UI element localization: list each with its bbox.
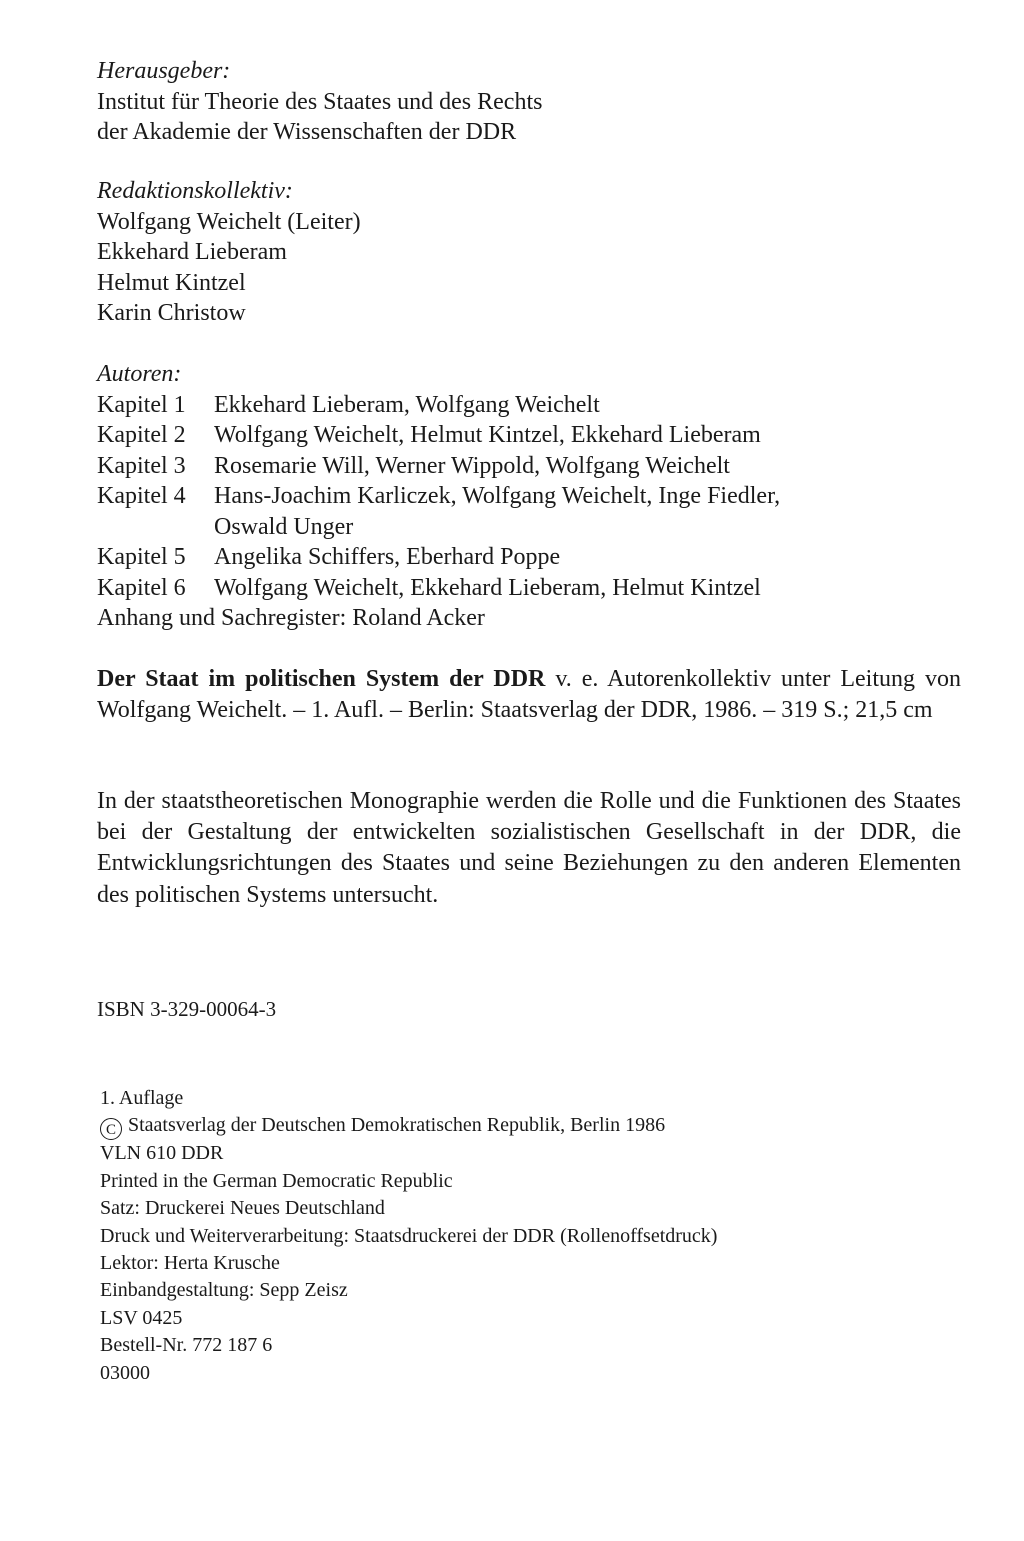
chapter-row [97,451,780,482]
chapter-authors: Angelika Schiffers, Eberhard Poppe [214,544,561,570]
isbn: ISBN 3-329-00064-3 [97,997,277,1021]
chapter-authors: Rosemarie Will, Werner Wippold, Wolfgang Weichelt [214,452,730,479]
chapter-authors: Ekkehard Lieberam, Wolfgang Weichelt [214,391,600,418]
edition: 1. Auflage [100,1087,184,1109]
editorial-member: Ekkehard Lieberam [97,239,287,265]
copyright-text: Staatsverlag der Deutschen Demokratischen Republik, Berlin 1986 [128,1114,666,1137]
imprint-line: 03000 [100,1361,150,1384]
editorial-heading: Redaktionskollektiv: [97,178,293,204]
publisher-section [97,56,542,148]
chapter-row [97,542,780,573]
appendix-credit: Anhang und Sachregister: Roland Acker [97,605,485,631]
chapter-label: Kapitel 1 [97,391,186,418]
chapter-label: Kapitel 6 [97,574,186,601]
imprint-line: Druck und Weiterverarbeitung: Staatsdruckerei der DDR (Rollenoffsetdruck) [100,1224,718,1247]
publisher-heading: Herausgeber: [97,58,231,84]
editorial-member: Karin Christow [97,300,246,326]
chapter-authors-continuation: Oswald Unger [214,513,354,540]
chapter-label: Kapitel 3 [97,452,186,479]
publisher-line: der Akademie der Wissenschaften der DDR [97,119,517,145]
chapter-authors: Wolfgang Weichelt, Ekkehard Lieberam, Helmut Kintzel [214,574,761,601]
publisher-line: Institut für Theorie des Staates und des Rechts [97,88,543,115]
imprint-line: Lektor: Herta Krusche [100,1252,280,1275]
chapter-label: Kapitel 5 [97,544,186,570]
imprint-line: LSV 0425 [100,1306,183,1329]
imprint-line: Satz: Druckerei Neues Deutschland [100,1197,385,1220]
editorial-section [97,176,361,329]
copyright-icon: C [100,1118,122,1140]
copyright-line [100,1112,717,1140]
imprint-line: Einbandgestaltung: Sepp Zeisz [100,1279,348,1302]
chapter-row [97,390,780,421]
citation-details: v. e. Autorenkollektiv unter Leitung von Wolfgang Weichelt. – 1. Aufl. – Berlin: Staatsverlag der DDR, 1986. – 319 S.; 21,5 cm [97,666,961,723]
chapter-authors: Wolfgang Weichelt, Helmut Kintzel, Ekkehard Lieberam [214,422,761,448]
book-title: Der Staat im politischen System der DDR [97,666,546,692]
authors-heading: Autoren: [97,361,182,387]
chapter-row [97,420,780,451]
chapter-row [97,481,780,512]
chapter-label: Kapitel 4 [97,483,186,509]
chapter-authors: Hans-Joachim Karliczek, Wolfgang Weichelt, Inge Fiedler, [214,483,781,509]
authors-section [97,359,780,634]
editorial-member: Wolfgang Weichelt (Leiter) [97,208,361,235]
editorial-member: Helmut Kintzel [97,269,246,296]
citation [97,664,961,725]
imprint-section [100,1085,717,1387]
abstract: In der staatstheoretischen Monographie werden die Rolle und die Funktionen des Staates bei der Gestaltung der entwickelten sozialistischen Gesellschaft in der DDR, die Entwicklungsrichtungen des Staates und seine Beziehungen zu den anderen Elementen des politischen Systems untersucht. [97,788,961,908]
imprint-line: VLN 610 DDR [100,1142,224,1165]
imprint-line: Bestell-Nr. 772 187 6 [100,1334,273,1357]
chapter-row [97,573,780,604]
chapter-label: Kapitel 2 [97,422,186,448]
imprint-line: Printed in the German Democratic Republic [100,1169,453,1192]
